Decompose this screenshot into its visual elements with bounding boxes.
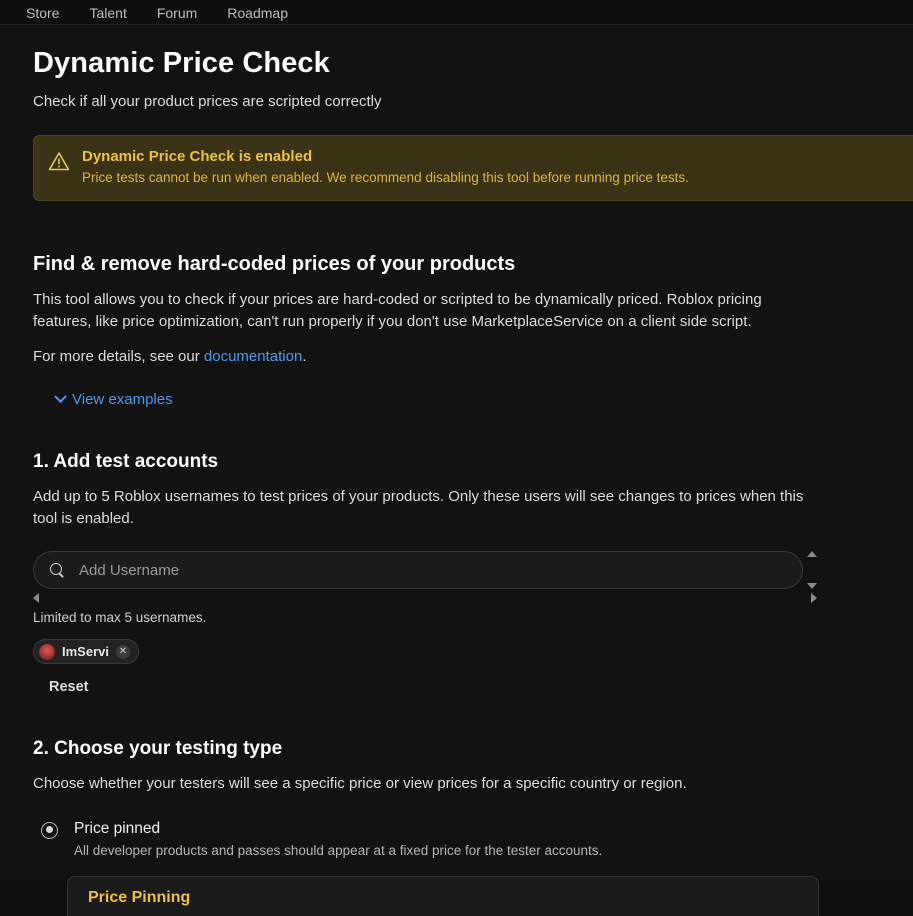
top-navigation-bar bbox=[0, 0, 913, 25]
nav-item-forum[interactable]: Forum bbox=[156, 5, 198, 21]
intro-heading: Find & remove hard-coded prices of your products bbox=[33, 253, 516, 275]
radio-option-text-group bbox=[74, 820, 602, 858]
warning-triangle-icon bbox=[48, 150, 70, 172]
step2-title: 2. Choose your testing type bbox=[33, 737, 283, 759]
step1-title: 1. Add test accounts bbox=[33, 451, 219, 472]
reset-button[interactable]: Reset bbox=[49, 678, 89, 695]
view-examples-toggle[interactable] bbox=[56, 391, 173, 408]
nav-item-roadmap[interactable]: Roadmap bbox=[227, 5, 288, 21]
price-pinning-card[interactable] bbox=[67, 876, 819, 916]
scroll-down-arrow-icon[interactable] bbox=[807, 583, 817, 589]
step1-description: Add up to 5 Roblox usernames to test prices of your products. Only these users will see changes to prices when this tool is enabled. bbox=[33, 488, 804, 527]
nav-item-talent[interactable]: Talent bbox=[89, 5, 127, 21]
warning-banner-title: Dynamic Price Check is enabled bbox=[82, 148, 313, 165]
horizontal-scrollbar[interactable] bbox=[33, 593, 803, 603]
username-chip-list bbox=[33, 639, 889, 665]
page-title: Dynamic Price Check bbox=[33, 47, 330, 79]
warning-banner bbox=[33, 135, 913, 201]
username-chip-label: ImServi bbox=[62, 644, 109, 659]
username-input-row bbox=[33, 551, 818, 589]
avatar bbox=[39, 644, 55, 660]
page-content bbox=[0, 25, 913, 916]
vertical-scrollbar[interactable] bbox=[805, 551, 818, 589]
warning-banner-text-group bbox=[82, 148, 689, 186]
radio-button-icon[interactable] bbox=[41, 822, 58, 839]
step2-description: Choose whether your testers will see a specific price or view prices for a specific country or region. bbox=[33, 774, 687, 792]
username-chip[interactable] bbox=[33, 639, 139, 664]
close-icon[interactable]: ✕ bbox=[116, 645, 130, 659]
search-input[interactable] bbox=[77, 561, 786, 580]
scroll-left-arrow-icon[interactable] bbox=[33, 593, 39, 603]
radio-option-price-pinned[interactable] bbox=[33, 820, 889, 858]
search-icon bbox=[50, 563, 65, 578]
warning-banner-description: Price tests cannot be run when enabled. We recommend disabling this tool before running price tests. bbox=[82, 170, 689, 185]
username-search-box[interactable] bbox=[33, 551, 803, 589]
intro-paragraph: This tool allows you to check if your prices are hard-coded or scripted to be dynamically priced. Roblox pricing features, like price optimization, can't run properly if you don't use MarketplaceService on a client side script. bbox=[33, 291, 762, 330]
radio-option-description: All developer products and passes should appear at a fixed price for the tester accounts. bbox=[74, 842, 603, 858]
chevron-down-icon bbox=[54, 390, 67, 403]
page-container bbox=[0, 25, 913, 906]
documentation-suffix: . bbox=[302, 348, 307, 365]
documentation-prefix: For more details, see our bbox=[33, 348, 204, 365]
scroll-up-arrow-icon[interactable] bbox=[807, 551, 817, 557]
price-pinning-card-title: Price Pinning bbox=[88, 888, 191, 906]
nav-item-store[interactable]: Store bbox=[26, 5, 60, 21]
view-examples-label: View examples bbox=[72, 391, 173, 408]
documentation-line bbox=[33, 346, 813, 368]
page-subtitle: Check if all your product prices are scripted correctly bbox=[33, 93, 382, 110]
username-limit-hint: Limited to max 5 usernames. bbox=[33, 610, 207, 625]
radio-option-label: Price pinned bbox=[74, 819, 161, 837]
scroll-right-arrow-icon[interactable] bbox=[811, 593, 817, 603]
documentation-link[interactable]: documentation bbox=[203, 348, 303, 365]
